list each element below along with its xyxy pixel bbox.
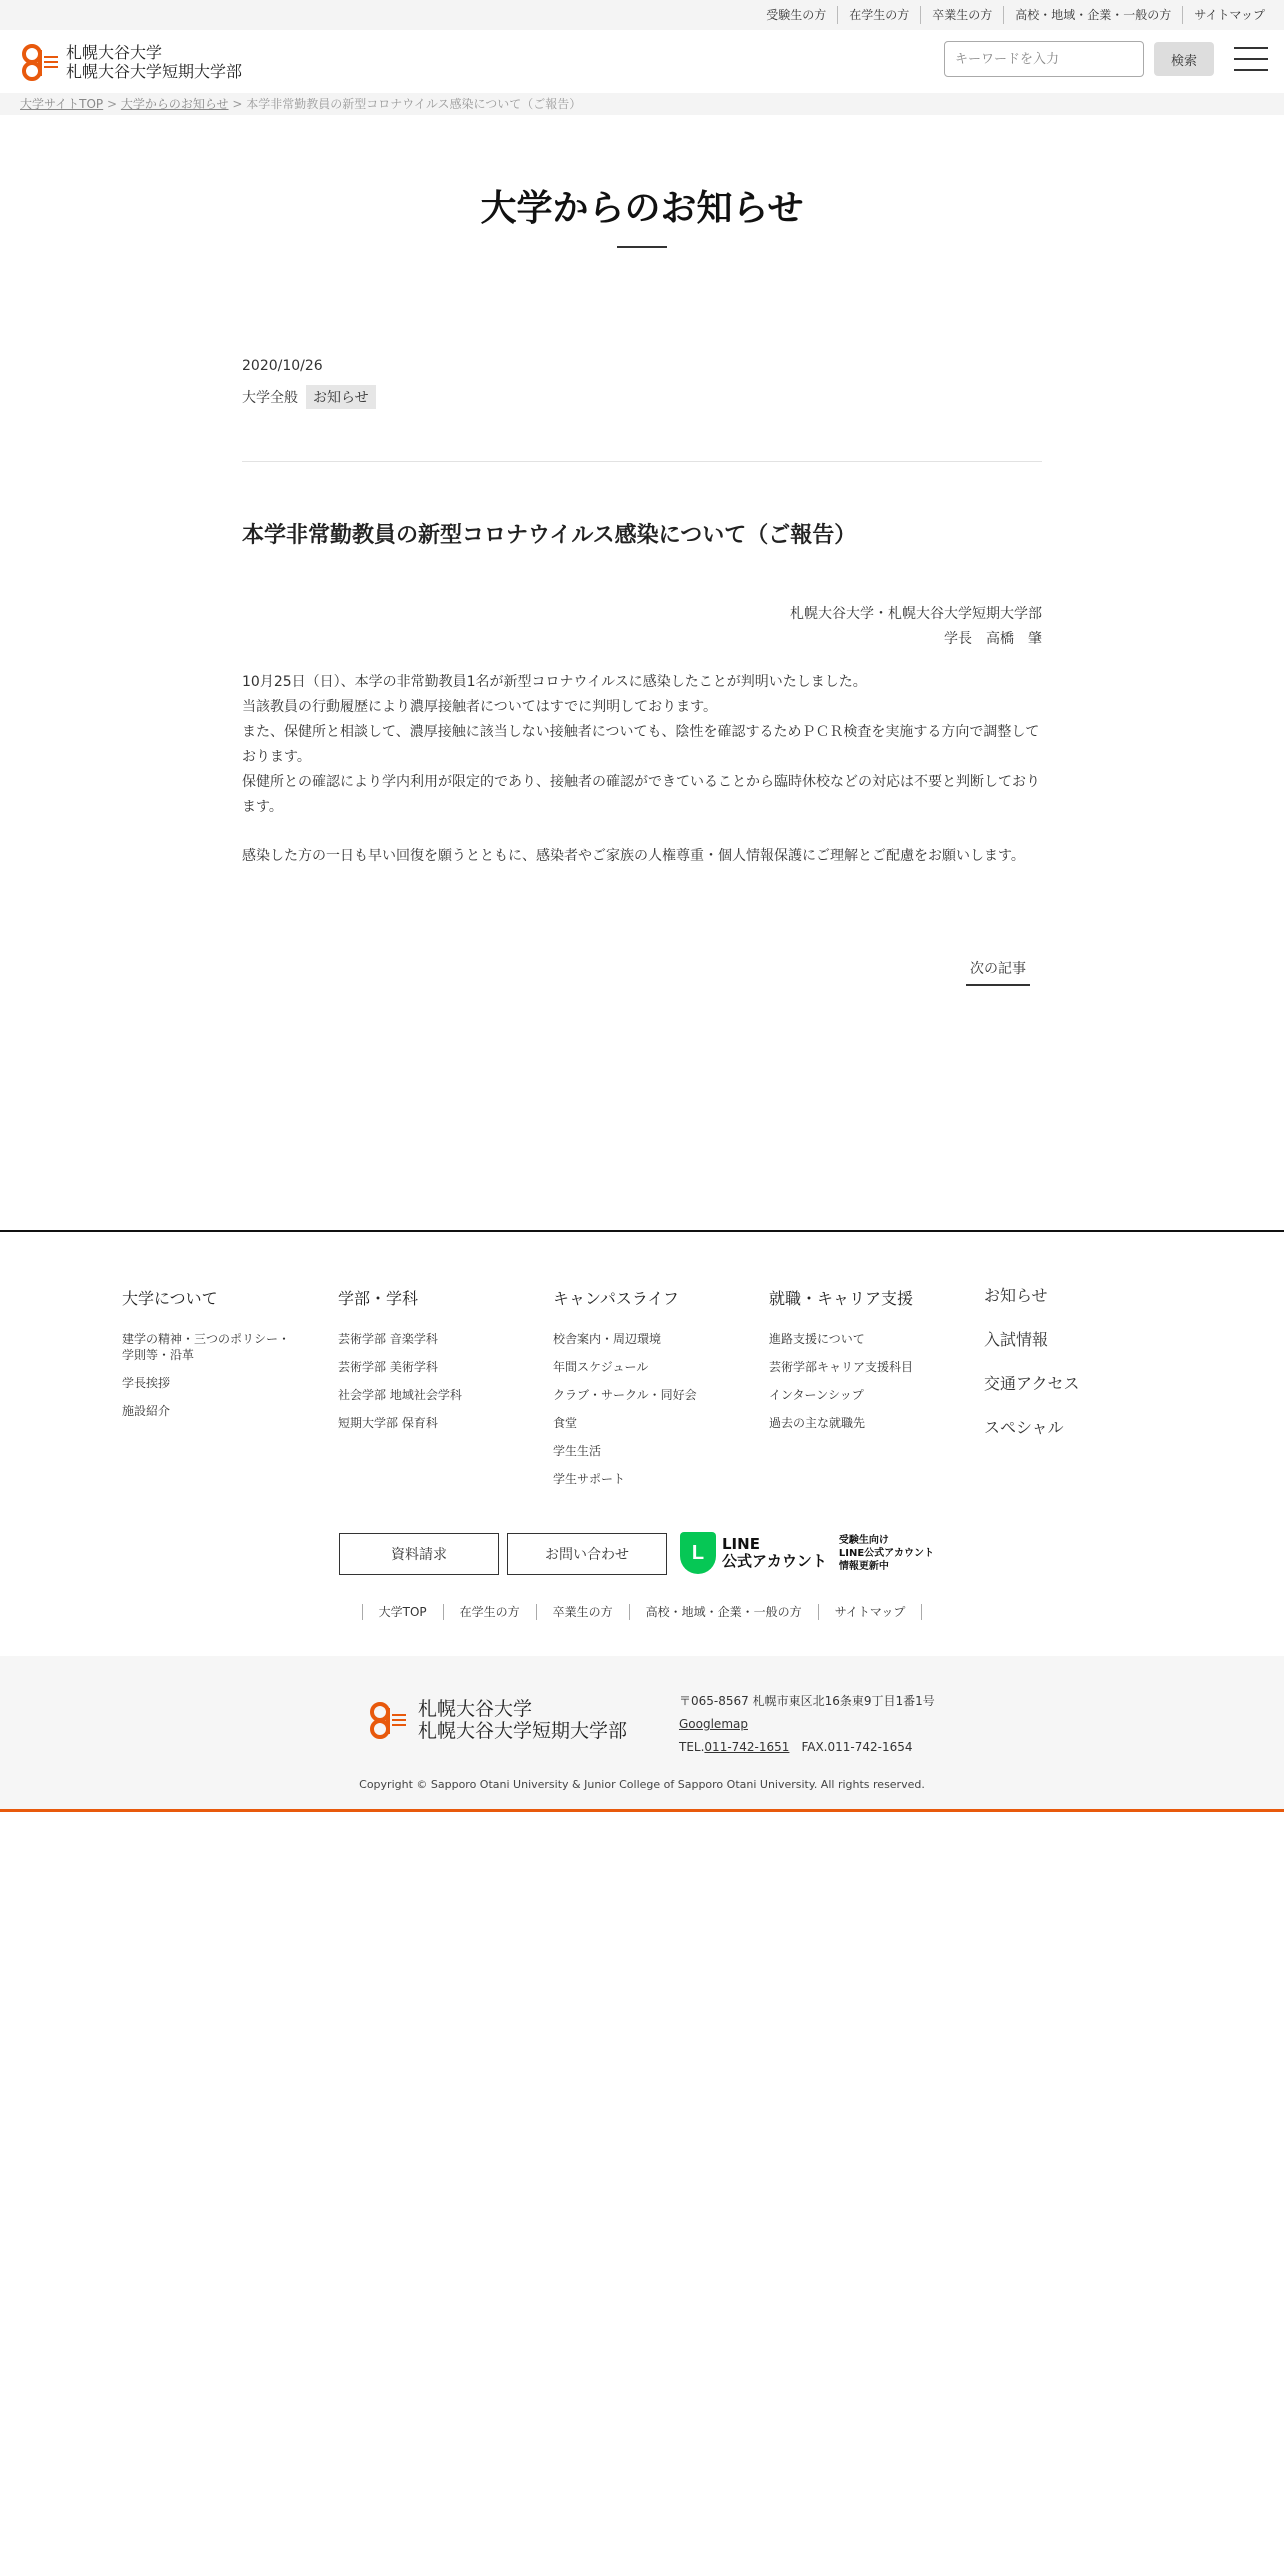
- logo-mark-icon: [20, 42, 62, 82]
- category-label[interactable]: 大学全般: [242, 390, 298, 406]
- logo-line1: 札幌大谷大学: [66, 43, 163, 62]
- footer-heading[interactable]: 大学について: [122, 1289, 218, 1308]
- footer-column-campus: [553, 1286, 733, 1499]
- footer-link[interactable]: 建学の精神・三つのポリシー・学則等・沿革: [122, 1332, 291, 1362]
- util-link-alumni[interactable]: 卒業生の方: [920, 6, 1003, 24]
- page-title: 大学からのお知らせ: [480, 188, 804, 229]
- footer-link[interactable]: 校舎案内・周辺環境: [553, 1332, 662, 1346]
- footer-link[interactable]: 学生サポート: [553, 1472, 626, 1486]
- search-input[interactable]: [944, 41, 1144, 77]
- footer-sub-link[interactable]: 卒業生の方: [536, 1604, 629, 1620]
- body-paragraph: 当該教員の行動履歴により濃厚接触者についてはすでに判明しております。: [242, 699, 718, 715]
- hamburger-menu-icon[interactable]: [1234, 45, 1268, 73]
- body-paragraph: 保健所との確認により学内利用が限定的であり、接触者の確認ができていることから臨時休校などの対応は不要と判断しております。: [242, 774, 1040, 815]
- line-title: LINE: [722, 1535, 760, 1553]
- footer-link-special[interactable]: スペシャル: [984, 1418, 1064, 1437]
- tel-link[interactable]: 011-742-1651: [704, 1740, 790, 1754]
- util-link-sitemap[interactable]: サイトマップ: [1182, 6, 1276, 24]
- footer-logo[interactable]: [368, 1698, 627, 1742]
- logo-line2: 札幌大谷大学短期大学部: [66, 62, 243, 81]
- util-link-general[interactable]: 高校・地域・企業・一般の方: [1003, 6, 1182, 24]
- footer-logo-line1: 札幌大谷大学: [418, 1698, 533, 1720]
- footer-link[interactable]: 施設紹介: [122, 1404, 171, 1418]
- breadcrumb-home[interactable]: 大学サイトTOP: [20, 97, 104, 111]
- footer-link[interactable]: 短期大学部 保育科: [338, 1416, 438, 1430]
- footer-sub-link[interactable]: 大学TOP: [362, 1604, 443, 1620]
- logo-mark-icon: [368, 1700, 410, 1740]
- util-link-students[interactable]: 在学生の方: [837, 6, 920, 24]
- article-title: 本学非常勤教員の新型コロナウイルス感染について（ご報告）: [242, 523, 857, 548]
- article-signature: 札幌大谷大学・札幌大谷大学短期大学部 学長 高橋 肇: [790, 606, 1042, 647]
- footer-link[interactable]: 年間スケジュール: [553, 1360, 649, 1374]
- footer-sub-link[interactable]: 在学生の方: [443, 1604, 536, 1620]
- search-button[interactable]: 検索: [1154, 42, 1214, 76]
- footer-sub-link[interactable]: サイトマップ: [818, 1604, 923, 1620]
- footer-heading[interactable]: 学部・学科: [338, 1289, 419, 1308]
- footer-link[interactable]: 過去の主な就職先: [769, 1416, 866, 1430]
- article-body: [242, 670, 1042, 869]
- footer-link-admissions[interactable]: 入試情報: [984, 1330, 1049, 1349]
- site-header: [0, 30, 1284, 93]
- footer-sub-nav: [0, 1604, 1284, 1620]
- footer-heading[interactable]: 就職・キャリア支援: [769, 1289, 914, 1308]
- line-logo-icon: L: [680, 1532, 716, 1574]
- title-divider: [617, 246, 667, 248]
- footer-top-border: [0, 1230, 1284, 1232]
- line-official-account-banner[interactable]: L LINE 公式アカウント 受験生向け LINE公式アカウント 情報更新中: [680, 1530, 946, 1576]
- footer-link[interactable]: 芸術学部 美術学科: [338, 1360, 438, 1374]
- footer-link[interactable]: 芸術学部キャリア支援科目: [769, 1360, 914, 1374]
- footer-heading[interactable]: キャンパスライフ: [553, 1289, 679, 1308]
- util-link-applicants[interactable]: 受験生の方: [766, 8, 827, 22]
- footer-link[interactable]: 社会学部 地域社会学科: [338, 1388, 462, 1402]
- footer-link[interactable]: 食堂: [553, 1416, 578, 1430]
- next-article-link[interactable]: 次の記事: [966, 958, 1030, 986]
- footer-link[interactable]: インターンシップ: [769, 1388, 864, 1402]
- footer-link[interactable]: 学長挨拶: [122, 1376, 171, 1390]
- footer-link[interactable]: 学生生活: [553, 1444, 602, 1458]
- body-paragraph: また、保健所と相談して、濃厚接触に該当しない接触者についても、陰性を確認するためＰＣＲ検査を実施する方向で調整しております。: [242, 724, 1040, 765]
- utility-bar: [0, 0, 1284, 30]
- footer-link-news[interactable]: お知らせ: [984, 1286, 1048, 1305]
- site-logo[interactable]: [20, 42, 242, 82]
- copyright: Copyright © Sapporo Otani University & Junior College of Sapporo Otani University. All rights reserved.: [359, 1778, 925, 1791]
- breadcrumb-section[interactable]: 大学からのお知らせ: [120, 97, 229, 111]
- footer-link[interactable]: 芸術学部 音楽学科: [338, 1332, 438, 1346]
- footer-address: 〒065-8567 札幌市東区北16条東9丁目1番1号 Googlemap TEL.011-742-1651 FAX.011-742-1654: [679, 1694, 935, 1754]
- footer-column-about: [122, 1286, 302, 1431]
- contact-button[interactable]: お問い合わせ: [507, 1533, 667, 1575]
- utility-nav: [755, 0, 1276, 30]
- footer-logo-line2: 札幌大谷大学短期大学部: [418, 1720, 628, 1742]
- article-date: 2020/10/26: [242, 358, 323, 374]
- footer-link[interactable]: 進路支援について: [769, 1332, 865, 1346]
- footer-link-access[interactable]: 交通アクセス: [984, 1374, 1080, 1393]
- category-tag[interactable]: お知らせ: [306, 385, 376, 409]
- footer-bottom: [0, 1656, 1284, 1812]
- line-subtitle: 公式アカウント: [722, 1552, 827, 1570]
- breadcrumb-current: 本学非常勤教員の新型コロナウイルス感染について（ご報告）: [246, 97, 582, 111]
- footer-column-faculties: [338, 1286, 518, 1443]
- footer-column-main-links: [984, 1286, 1164, 1462]
- body-paragraph: 10月25日（日）、本学の非常勤教員1名が新型コロナウイルスに感染したことが判明いたしました。: [242, 674, 867, 690]
- body-paragraph: 感染した方の一日も早い回復を願うとともに、感染者やご家族の人権尊重・個人情報保護にご理解とご配慮をお願いします。: [242, 848, 1025, 864]
- footer-link[interactable]: クラブ・サークル・同好会: [553, 1388, 697, 1402]
- request-materials-button[interactable]: 資料請求: [339, 1533, 499, 1575]
- google-map-link[interactable]: Googlemap: [679, 1717, 748, 1731]
- fax-number: FAX.011-742-1654: [801, 1740, 913, 1754]
- article-categories: [242, 385, 1042, 409]
- footer-column-career: [769, 1286, 949, 1443]
- footer-sub-link[interactable]: 高校・地域・企業・一般の方: [629, 1604, 818, 1620]
- breadcrumb: 大学サイトTOP > 大学からのお知らせ > 本学非常勤教員の新型コロナウイルス感染について（ご報告）: [0, 93, 1284, 115]
- meta-divider: [242, 461, 1042, 462]
